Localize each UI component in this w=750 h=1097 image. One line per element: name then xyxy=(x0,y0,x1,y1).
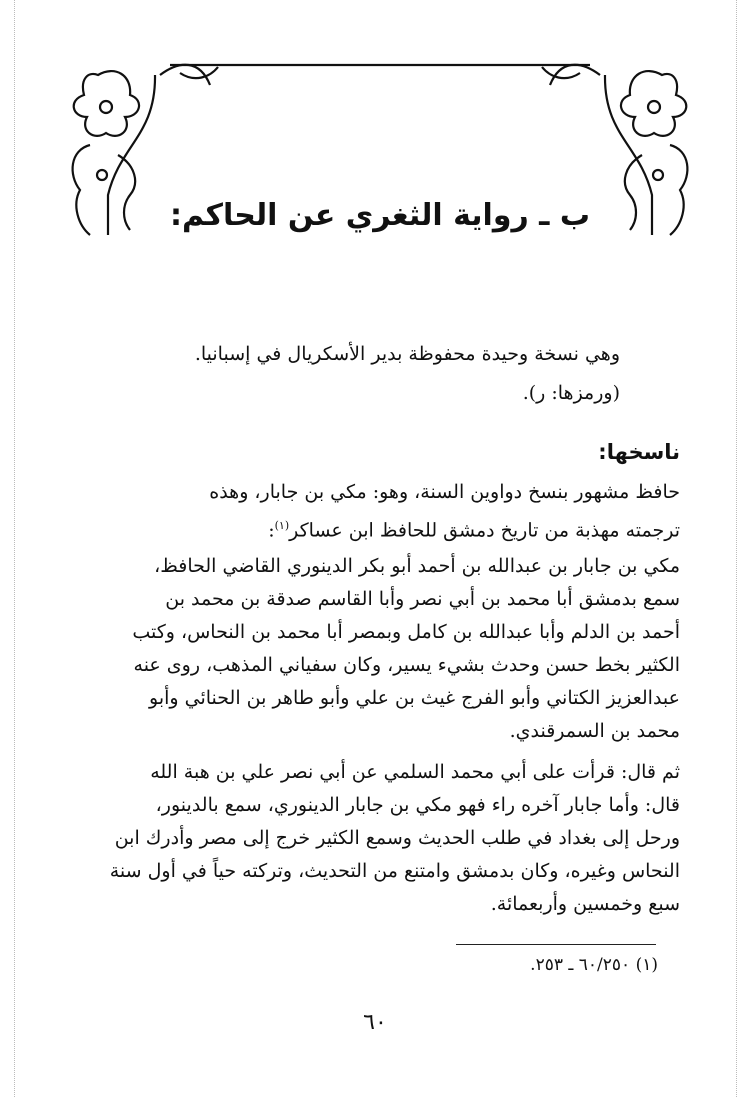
intro-line-1: وهي نسخة وحيدة محفوظة بدير الأسكريال في إسبانيا. xyxy=(194,343,620,365)
paragraph2-line-6: محمد بن السمرقندي. xyxy=(509,720,680,742)
paragraph2-line-3: أحمد بن الدلم وأبا عبدالله بن كامل وبمصر أبا محمد بن النحاس، وكتب xyxy=(132,621,680,643)
paragraph1-line-1: حافظ مشهور بنسخ دواوين السنة، وهو: مكي بن جابار، وهذه xyxy=(209,481,680,503)
paragraph1-line-2-text: ترجمته مهذبة من تاريخ دمشق للحافظ ابن عساكر xyxy=(289,519,680,542)
paragraph2-line-4: الكثير بخط حسن وحدث بشيء يسير، وكان سفياني المذهب، روى عنه xyxy=(133,654,680,676)
page-number: ٦٠ xyxy=(363,1010,387,1035)
intro-line-2: (ورمزها: ر). xyxy=(522,382,620,404)
paragraph2-line-2: سمع بدمشق أبا محمد بن أبي نصر وأبا القاسم صدقة بن محمد بن xyxy=(165,588,680,610)
footnote: (١) ٦٠/٢٥٠ ـ ٢٥٣. xyxy=(530,955,658,975)
paragraph3-line-2: قال: وأما جابار آخره راء فهو مكي بن جابار الدينوري، سمع بالدينور، xyxy=(155,794,680,816)
paragraph3-line-1: ثم قال: قرأت على أبي محمد السلمي عن أبي نصر علي بن هبة الله xyxy=(150,761,680,783)
paragraph2-line-1: مكي بن جابار بن عبدالله بن أحمد أبو بكر الدينوري القاضي الحافظ، xyxy=(154,555,680,577)
scan-edge-left xyxy=(14,0,15,1097)
paragraph3-line-5: سبع وخمسين وأربعمائة. xyxy=(490,893,680,915)
section-title: ب ـ رواية الثغري عن الحاكم: xyxy=(169,198,591,233)
footnote-divider xyxy=(456,944,656,945)
paragraph1-line-2-end: : xyxy=(268,519,275,542)
paragraph2-line-5: عبدالعزيز الكتاني وأبو الفرج غيث بن علي وأبو طاهر بن الحنائي وأبو xyxy=(149,687,680,709)
footnote-marker: (١) xyxy=(274,519,290,532)
copyist-heading: ناسخها: xyxy=(598,440,680,464)
paragraph1-line-2 xyxy=(268,509,680,547)
paragraph3-line-4: النحاس وغيره، وكان بدمشق وامتنع من التحديث، وتركته حياً في أول سنة xyxy=(109,860,680,882)
scan-edge-right xyxy=(736,0,737,1097)
paragraph3-line-3: ورحل إلى بغداد في طلب الحديث وسمع الكثير خرج إلى مصر وأدرك ابن xyxy=(114,827,680,849)
